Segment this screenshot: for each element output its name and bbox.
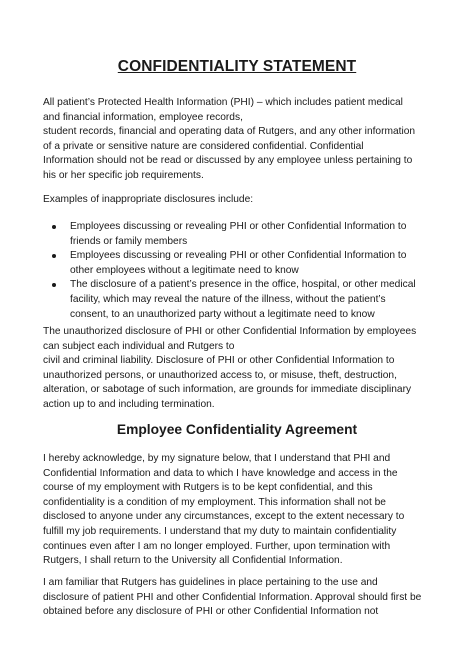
text-line: of a private or sensitive nature are considered confidential. Confidential (43, 140, 364, 152)
text-line: and financial information, employee records, (43, 111, 243, 123)
unauthorized-disclosure-paragraph (43, 325, 443, 413)
text-line: fulfill my job requirements. I understand that my duty to maintain confidentiality (43, 525, 397, 537)
bullet-icon (52, 225, 56, 229)
text-line: his or her specific job requirements. (43, 169, 204, 181)
guidelines-paragraph (43, 576, 443, 620)
text-line: action up to and including termination. (43, 398, 215, 410)
text-line: The disclosure of a patient’s presence in the office, hospital, or other medical (70, 279, 416, 291)
text-line: other employees without a legitimate need to know (70, 264, 299, 276)
text-line: civil and criminal liability. Disclosure of PHI or other Confidential Information to (43, 355, 395, 367)
examples-heading: Examples of inappropriate disclosures include: (43, 194, 254, 205)
bullet-icon (52, 254, 56, 258)
text-line: I hereby acknowledge, by my signature below, that I understand that PHI and (43, 453, 391, 464)
examples-list (43, 220, 443, 322)
list-item (43, 278, 443, 322)
agreement-title: Employee Confidentiality Agreement (116, 422, 358, 437)
text-line: continues even after I am no longer employed. Further, upon termination with (43, 540, 391, 552)
bullet-icon (52, 283, 56, 287)
text-line: consent, to an unauthorized party without a legitimate need to know (70, 308, 375, 320)
text-line: Employees discussing or revealing PHI or other Confidential Information to (70, 221, 407, 232)
text-line: friends or family members (70, 235, 188, 247)
text-line: Information should not be read or discussed by any employee unless pertaining to (43, 155, 413, 167)
text-line: Confidential Information and data to which I have knowledge and access in the (43, 467, 398, 479)
text-line: Rutgers, I shall return to the University all Confidential Information. (43, 555, 343, 567)
text-line: unauthorized persons, or unauthorized access to, or misuse, theft, destruction, (43, 369, 397, 381)
text-line: Employees discussing or revealing PHI or other Confidential Information to (70, 250, 407, 262)
text-line: confidentiality is a condition of my employment. This information shall not be (43, 496, 386, 508)
text-line: obtained before any disclosure of PHI or other Confidential Information not (43, 606, 379, 618)
text-line: disclosure of patient PHI and other Confidential Information. Approval should first be (43, 591, 422, 603)
text-line: alteration, or sabotage of such information, are grounds for immediate disciplinary (43, 384, 412, 396)
list-item (43, 249, 443, 278)
list-item (43, 220, 443, 249)
text-line: All patient’s Protected Health Information (PHI) – which includes patient medical (43, 97, 403, 108)
text-line: student records, financial and operating data of Rutgers, and any other information (43, 126, 416, 138)
text-line: course of my employment with Rutgers is to be kept confidential, and this (43, 482, 373, 494)
text-line: I am familiar that Rutgers has guidelines in place pertaining to the use and (43, 577, 378, 588)
text-line: The unauthorized disclosure of PHI or other Confidential Information by employees (43, 326, 417, 337)
text-line: disclosed to anyone under any circumstances, except to the extent necessary to (43, 511, 405, 523)
acknowledgement-paragraph (43, 452, 443, 569)
text-line: facility, which may reveal the nature of the illness, without the patient’s (70, 293, 386, 305)
text-line: can subject each individual and Rutgers to (43, 340, 235, 352)
document-title: CONFIDENTIALITY STATEMENT (117, 58, 357, 75)
intro-paragraph (43, 96, 443, 184)
